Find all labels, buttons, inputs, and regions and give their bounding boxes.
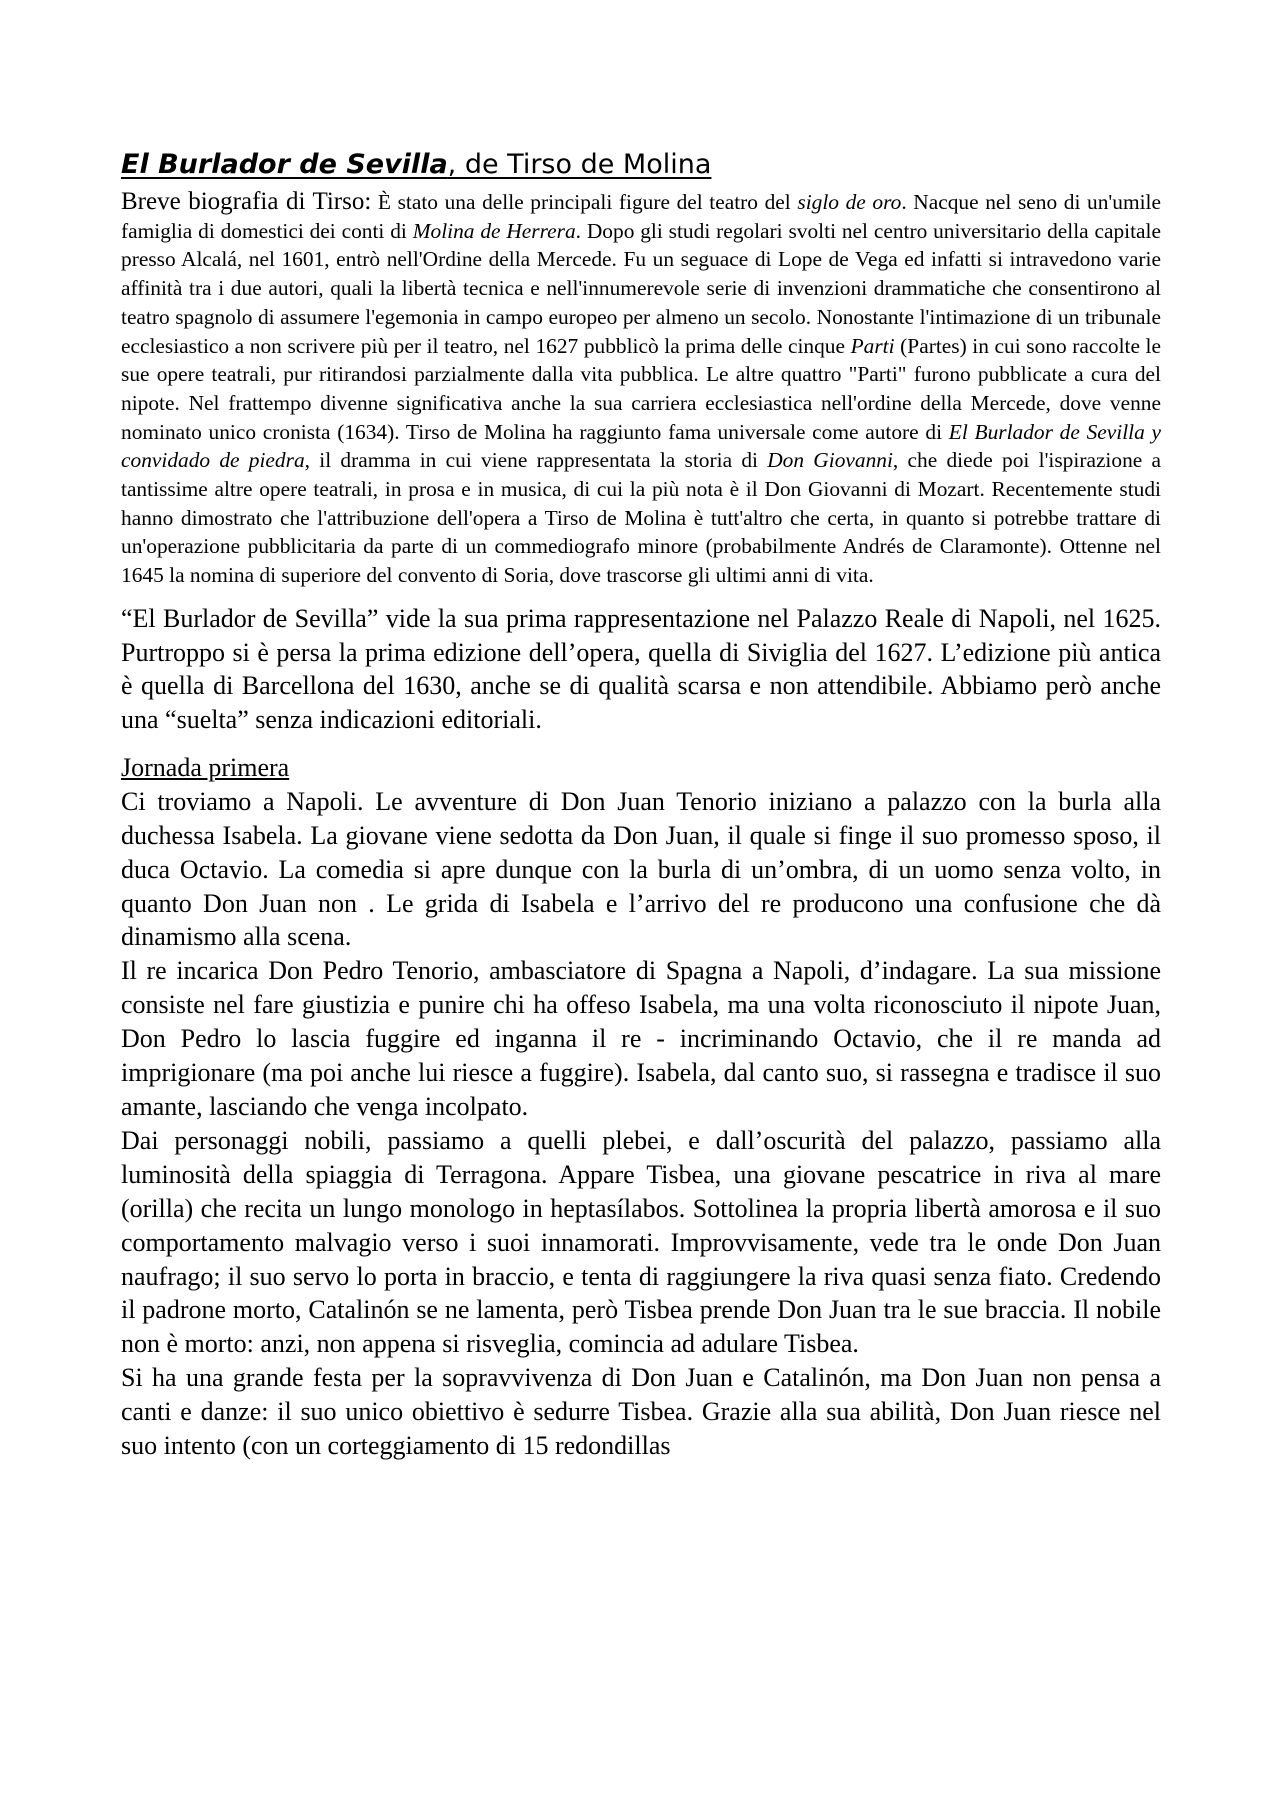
bio-text: . Dopo gli studi regolari svolti nel centro universitario della capitale presso Alcalá, nel 1601, entrò nell'Ordine della Mercede. Fu un seguace di Lope de Vega ed infatti si intravedono varie affinità tra i due autori, quali la libertà tecnica e nell'innumerevole serie di invenzioni drammatiche che consentirono al teatro spagnolo di assumere l'egemonia in campo europeo per almeno un secolo. Nonostante l'intimazione di un tribunale ecclesiastico a non scrivere più per il teatro, nel 1627 pubblicò la prima delle cinque [121,218,1161,358]
bio-italic: Molina de Herrera [412,218,576,243]
bio-italic: Parti [850,333,895,358]
body-paragraph: Si ha una grande festa per la sopravvivenza di Don Juan e Catalinón, ma Don Juan non pensa a canti e danze: il suo unico obiettivo è sedurre Tisbea. Grazie alla sua abilità, Don Juan riesce nel suo intento (con un corteggiamento di 15 redondillas [121,1363,1161,1461]
document-page [121,148,1161,1463]
section-heading: Jornada primera [121,753,290,783]
title-rest: , de Tirso de Molina [447,149,712,180]
bio-text: , il dramma in cui viene rappresentata la storia di [304,448,768,473]
body-paragraph: Ci troviamo a Napoli. Le avventure di Don Juan Tenorio iniziano a palazzo con la burla alla duchessa Isabela. La giovane viene sedotta da Don Juan, il quale si finge il suo promesso sposo, il duca Octavio. La comedia si apre dunque con la burla di un’ombra, di un uomo senza volto, in quanto Don Juan non . Le grida di Isabela e l’arrivo del re producono una confusione che dà dinamismo alla scena. [121,786,1161,952]
biography-paragraph [121,188,1161,590]
bio-italic: El Burlador de Sevilla y convidado de piedra [121,419,1162,473]
bio-text: È stato una delle principali figure del teatro del [371,190,798,214]
bio-text: , che diede poi l'ispirazione a tantissime altre opere teatrali, in prosa e in musica, di cui la più nota è il Don Giovanni di Mozart. Recentemente studi hanno dimostrato che l'attribuzione dell'opera a Tirso de Molina è tutt'altro che certa, in quanto si potrebbe trattare di un'operazione pubblicitaria da parte di un commediografo minore (probabilmente Andrés de Claramonte). Ottenne nel 1645 la nomina di superiore del convento di Soria, dove trascorse gli ultimi anni di vita. [121,448,1162,588]
body-paragraph: Il re incarica Don Pedro Tenorio, ambasciatore di Spagna a Napoli, d’indagare. La sua missione consiste nel fare giustizia e punire chi ha offeso Isabela, ma una volta riconosciuto il nipote Juan, Don Pedro lo lascia fuggire ed inganna il re - incriminando Octavio, che il re manda ad imprigionare (ma poi anche lui riesce a fuggire). Isabela, dal canto suo, si rassegna e tradisce il suo amante, lasciando che venga incolpato. [121,956,1161,1121]
body-paragraph: Dai personaggi nobili, passiamo a quelli plebei, e dall’oscurità del palazzo, passiamo alla luminosità della spiaggia di Terragona. Appare Tisbea, una giovane pescatrice in riva al mare (orilla) che recita un lungo monologo in heptasílabos. Sottolinea la propria libertà amorosa e il suo comportamento malvagio verso i suoi innamorati. Improvvisamente, vede tra le onde Don Juan naufrago; il suo servo lo porta in braccio, e tenta di raggiungere la riva quasi senza fiato. Credendo il padrone morto, Catalinón se ne lamenta, però Tisbea prende Don Juan tra le sue braccia. Il nobile non è morto: anzi, non appena si risveglia, comincia ad adulare Tisbea. [121,1125,1161,1359]
bio-text: (Partes) in cui sono raccolte le sue opere teatrali, pur ritirandosi parzialmente dalla vita pubblica. Le altre quattro "Parti" furono pubblicate a cura del nipote. Nel frattempo divenne significativa anche la sua carriera ecclesiastica nell'ordine della Mercede, dove venne nominato unico cronista (1634). Tirso de Molina ha raggiunto fama universale come autore di [121,333,1161,444]
title-italic: El Burlador de Sevilla [121,149,448,180]
bio-text: . Nacque nel seno di un'umile famiglia di domestici dei conti di [121,190,1161,243]
biography-label: Breve biografia di Tirso: [121,188,372,215]
bio-italic: Don Giovanni [767,448,893,473]
bio-italic: siglo de oro [797,190,902,214]
document-title [121,148,711,182]
intro-paragraph: “El Burlador de Sevilla” vide la sua prima rappresentazione nel Palazzo Reale di Napoli, nel 1625. Purtroppo si è persa la prima edizione dell’opera, quella di Siviglia del 1627. L’edizione più antica è quella di Barcellona del 1630, anche se di qualità scarsa e non attendibile. Abbiamo però anche una “suelta” senza indicazioni editoriali. [121,603,1161,735]
